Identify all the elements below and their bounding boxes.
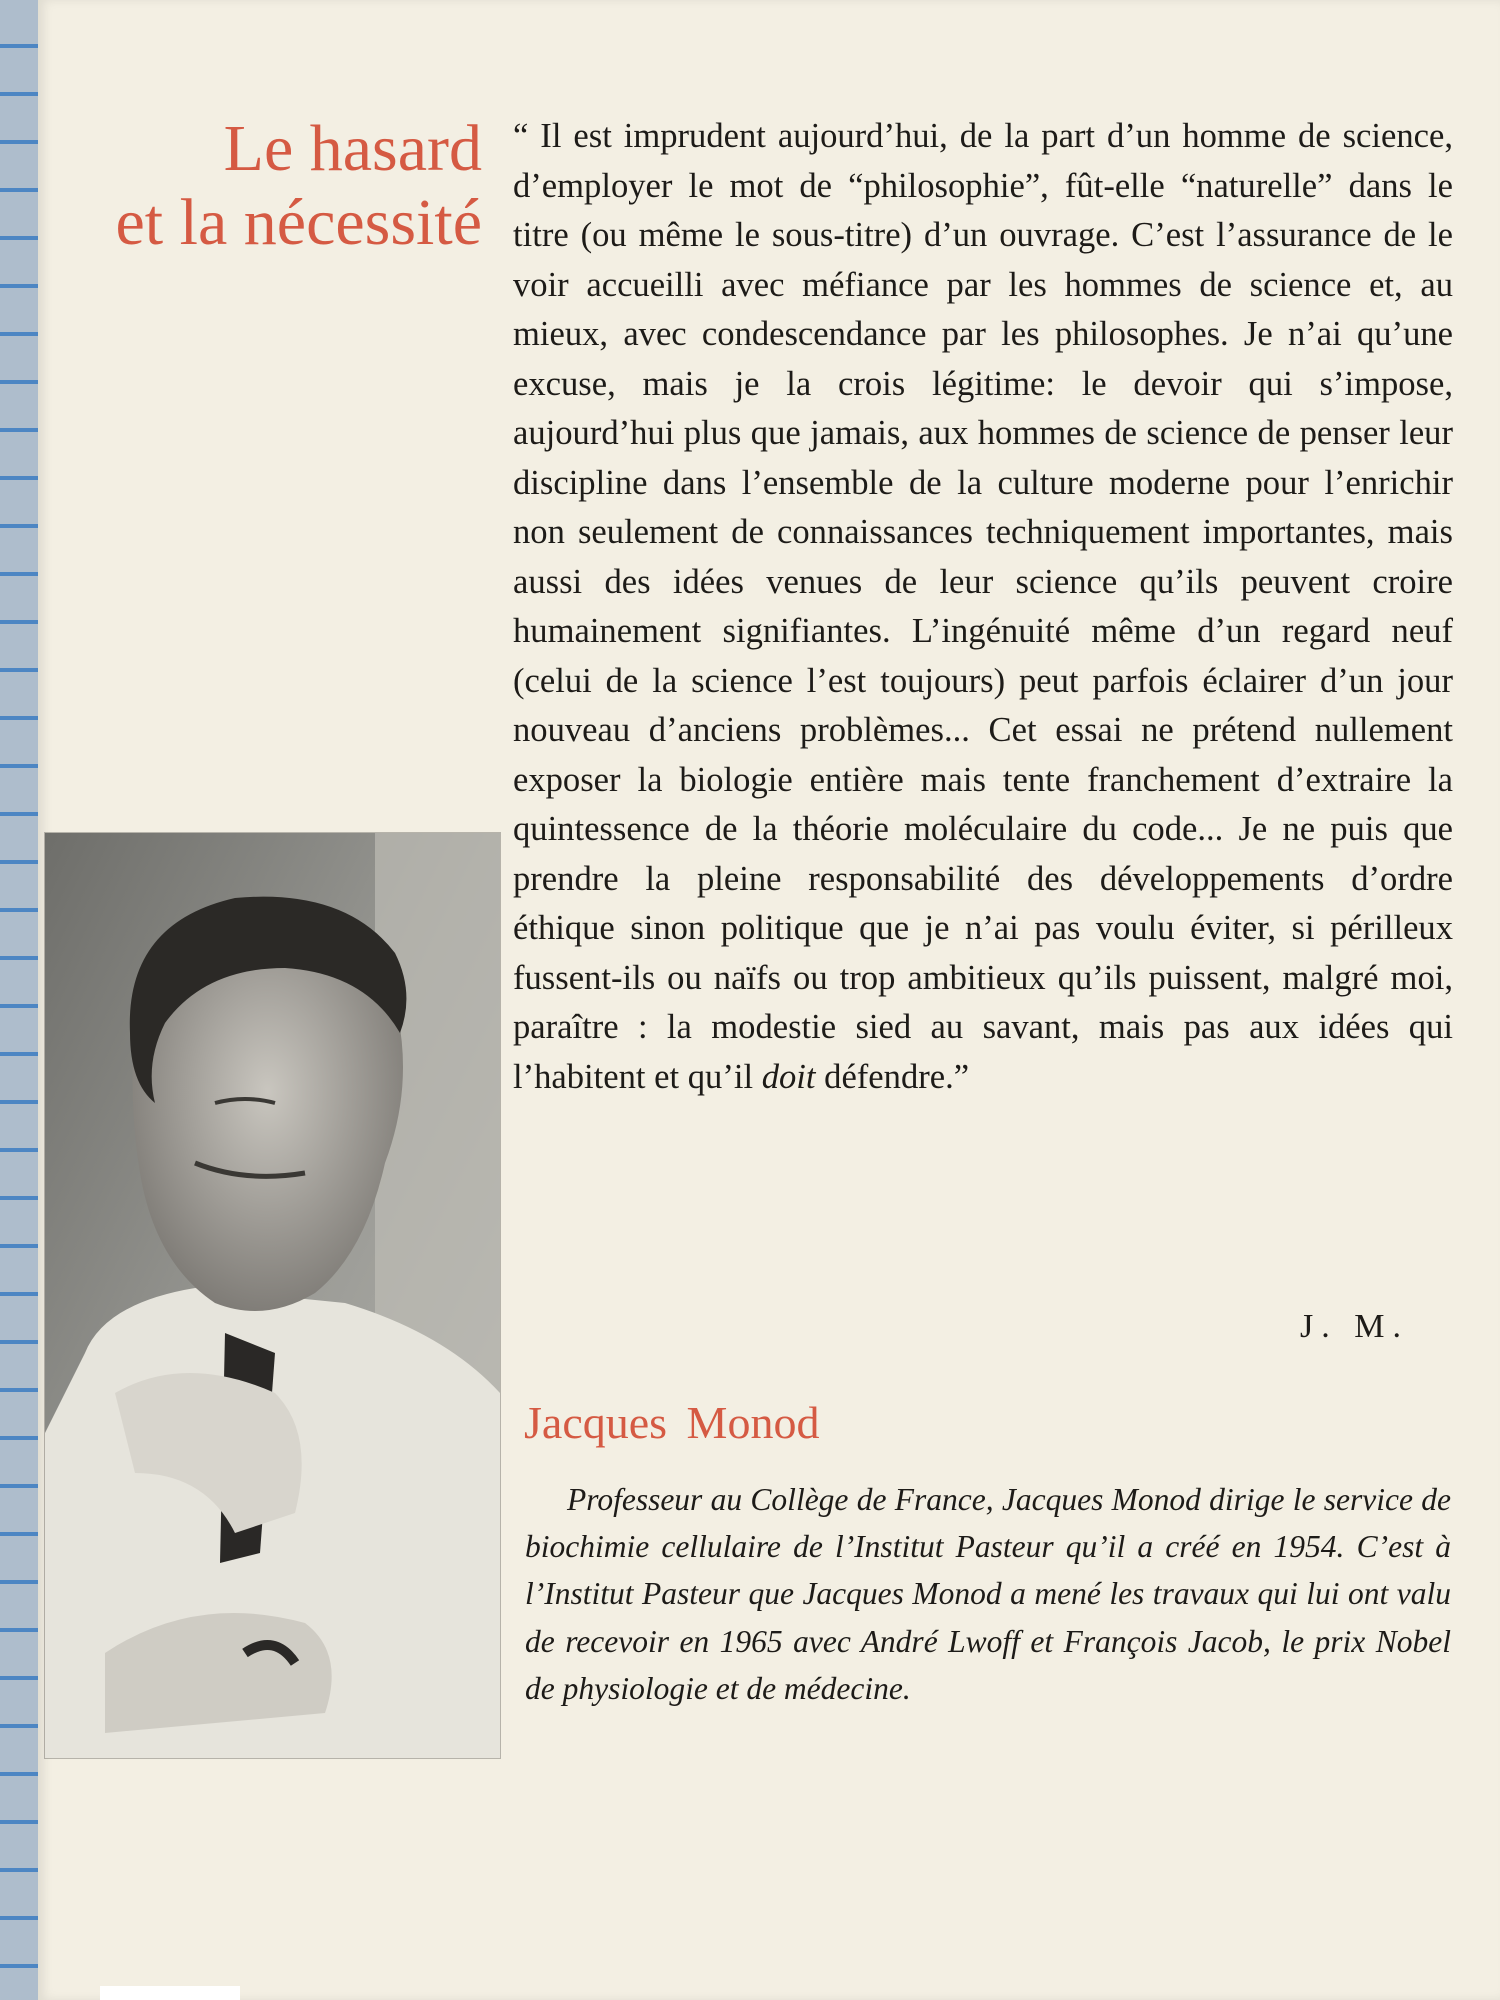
book-title: [116, 112, 482, 260]
author-quote: [513, 112, 1453, 1102]
quote-signature: J. M.: [1300, 1308, 1409, 1345]
quote-ending: défendre.”: [815, 1057, 970, 1096]
author-name: Jacques Monod: [524, 1397, 820, 1448]
title-line-2: et la nécessité: [115, 186, 482, 259]
quote-emphasis: doit: [761, 1057, 816, 1096]
author-portrait-photo: [45, 833, 500, 1758]
background-strip: [0, 0, 38, 2000]
author-bio: Professeur au Collège de France, Jacques Monod dirige le service de biochimie cellulaire de l’Institut Pasteur qu’il a créé en 1954. C’est à l’Institut Pasteur que Jacques Monod a mené les travaux qui lui ont valu de recevoir en 1965 avec André Lwoff et François Jacob, le prix Nobel de physiologie et de médecine.: [525, 1482, 1451, 1706]
quote-main-text: “ Il est imprudent aujourd’hui, de la part d’un homme de science, d’employer le mot de “philosophie”, fût-elle “naturelle” dans le titre (ou même le sous-titre) d’un ouvrage. C’est l’assurance de le voir accueilli avec méfiance par les hommes de science et, au mieux, avec condescendance par les philosophes. Je n’ai qu’une excuse, mais je la crois légitime: le devoir qui s’impose, aujourd’hui plus que jamais, aux hommes de science de penser leur discipline dans l’ensemble de la culture moderne pour l’enrichir non seulement de connaissances techniquement importantes, mais aussi des idées venues de leur science qu’ils peuvent croire humainement signifiantes. L’ingénuité même d’un regard neuf (celui de la science l’est toujours) peut parfois éclairer d’un jour nouveau d’anciens problèmes... Cet essai ne prétend nullement exposer la biologie entière mais tente franchement d’extraire la quintessence de la théorie moléculaire du code... Je ne puis que prendre la pleine responsabilité des développements d’ordre éthique sinon politique que je n’ai pas voulu éviter, si périlleux fussent-ils ou naïfs ou trop ambitieux qu’ils puissent, malgré moi, paraître : la modestie sied au savant, mais pas aux idées qui l’habitent et qu’il: [513, 117, 1453, 1096]
title-line-1: Le hasard: [223, 112, 482, 185]
library-label-tab: [100, 1986, 240, 2000]
